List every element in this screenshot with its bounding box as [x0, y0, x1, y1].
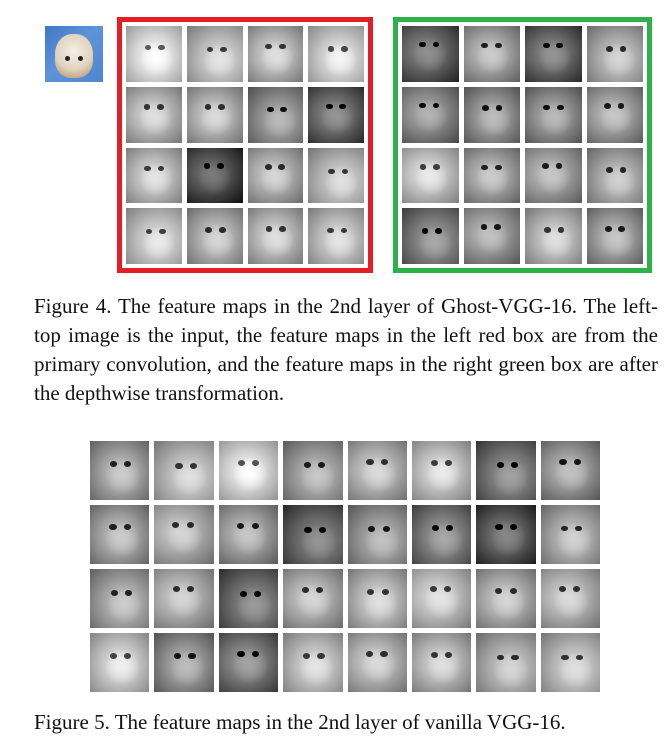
ghost-feature-map: [587, 148, 644, 204]
vanilla-feature-map: [90, 633, 149, 692]
vanilla-feature-map-grid: [90, 441, 600, 692]
ghost-feature-map: [402, 208, 459, 264]
figure-5-caption: Figure 5. The feature maps in the 2nd layer of vanilla VGG-16.: [34, 710, 566, 734]
feature-eye-mark: [495, 524, 502, 530]
primary-feature-map: [308, 87, 364, 143]
vanilla-feature-map: [90, 441, 149, 500]
feature-eye-mark: [495, 43, 502, 49]
primary-feature-map: [248, 87, 304, 143]
feature-eye-mark: [382, 589, 389, 595]
feature-eye-mark: [380, 651, 387, 657]
vanilla-feature-map: [412, 441, 471, 500]
feature-eye-mark: [252, 523, 259, 529]
feature-eye-mark: [561, 655, 568, 661]
feature-eye-mark: [419, 42, 426, 48]
feature-eye-mark: [124, 461, 131, 467]
ghost-feature-map: [587, 87, 644, 143]
feature-eye-mark: [431, 652, 438, 658]
vanilla-feature-map: [412, 633, 471, 692]
feature-eye-mark: [317, 653, 324, 659]
feature-eye-mark: [278, 164, 285, 170]
feature-eye-mark: [435, 228, 442, 234]
feature-eye-mark: [559, 459, 566, 465]
ghost-feature-map: [402, 87, 459, 143]
vanilla-feature-map: [476, 633, 535, 692]
feature-eye-mark: [252, 460, 259, 466]
ghost-feature-map: [402, 148, 459, 204]
vanilla-feature-map: [541, 505, 600, 564]
ghost-feature-map: [525, 26, 582, 82]
vanilla-feature-map: [348, 569, 407, 628]
vanilla-feature-map: [90, 505, 149, 564]
feature-eye-mark: [574, 459, 581, 465]
feature-eye-mark: [111, 590, 118, 596]
feature-eye-mark: [217, 163, 224, 169]
primary-feature-map: [248, 148, 304, 204]
vanilla-feature-map: [348, 505, 407, 564]
feature-eye-mark: [279, 44, 286, 50]
ghost-feature-map-grid: [402, 26, 643, 264]
feature-eye-mark: [494, 224, 501, 230]
feature-eye-mark: [419, 103, 426, 109]
feature-eye-mark: [433, 164, 440, 170]
depthwise-transformation-box: [393, 17, 652, 273]
ghost-feature-map: [464, 148, 521, 204]
feature-eye-mark: [144, 166, 151, 172]
feature-eye-mark: [144, 104, 151, 110]
feature-eye-mark: [124, 653, 131, 659]
vanilla-feature-map: [283, 505, 342, 564]
ghost-feature-map: [587, 208, 644, 264]
primary-feature-map: [187, 26, 243, 82]
feature-eye-mark: [204, 163, 211, 169]
feature-eye-mark: [238, 460, 245, 466]
feature-eye-mark: [110, 461, 117, 467]
vanilla-feature-map: [476, 569, 535, 628]
feature-eye-mark: [431, 460, 438, 466]
feature-eye-mark: [158, 45, 165, 51]
feature-eye-mark: [482, 105, 489, 111]
feature-eye-mark: [446, 525, 453, 531]
feature-eye-mark: [328, 169, 335, 175]
feature-eye-mark: [341, 46, 348, 52]
feature-eye-mark: [157, 104, 164, 110]
vanilla-feature-map: [476, 505, 535, 564]
primary-feature-map: [187, 87, 243, 143]
feature-eye-mark: [620, 46, 627, 52]
vanilla-feature-map: [154, 633, 213, 692]
feature-eye-mark: [110, 653, 117, 659]
primary-feature-map: [308, 26, 364, 82]
feature-eye-mark: [159, 229, 166, 235]
feature-eye-mark: [606, 167, 613, 173]
feature-eye-mark: [265, 164, 272, 170]
primary-feature-map: [126, 87, 182, 143]
feature-eye-mark: [174, 653, 181, 659]
primary-feature-map: [126, 148, 182, 204]
vanilla-feature-map: [283, 633, 342, 692]
feature-eye-mark: [187, 586, 194, 592]
feature-eye-mark: [543, 43, 550, 49]
vanilla-feature-map: [476, 441, 535, 500]
feature-eye-mark: [109, 524, 116, 530]
feature-eye-mark: [420, 164, 427, 170]
feature-eye-mark: [316, 587, 323, 593]
vanilla-feature-map: [154, 505, 213, 564]
vanilla-feature-map: [90, 569, 149, 628]
primary-feature-map: [126, 208, 182, 264]
feature-eye-mark: [606, 46, 613, 52]
vanilla-feature-map: [348, 633, 407, 692]
feature-eye-mark: [367, 589, 374, 595]
figure-4-caption: Figure 4. The feature maps in the 2nd layer of Ghost-VGG-16. The left-top image is the input, the feature maps in the left red box are from the primary convolution, and the feature maps in the right green box are after the depthwise transformation.: [34, 294, 658, 405]
feature-eye-mark: [304, 527, 311, 533]
feature-eye-mark: [266, 226, 273, 232]
feature-eye-mark: [252, 651, 259, 657]
vanilla-feature-map: [541, 441, 600, 500]
ghost-feature-map: [587, 26, 644, 82]
vanilla-feature-map: [283, 441, 342, 500]
feature-eye-mark: [328, 46, 335, 52]
primary-feature-map: [248, 208, 304, 264]
vanilla-feature-map: [219, 569, 278, 628]
feature-eye-mark: [173, 586, 180, 592]
vanilla-feature-map: [541, 569, 600, 628]
puppy-figure: [55, 34, 93, 78]
feature-eye-mark: [496, 105, 503, 111]
ghost-feature-map: [525, 208, 582, 264]
feature-eye-mark: [172, 522, 179, 528]
feature-eye-mark: [124, 524, 131, 530]
ghost-feature-map: [525, 87, 582, 143]
vanilla-feature-map: [283, 569, 342, 628]
primary-feature-map: [308, 148, 364, 204]
feature-eye-mark: [218, 104, 225, 110]
vanilla-feature-map: [541, 633, 600, 692]
feature-eye-mark: [279, 226, 286, 232]
primary-feature-map: [187, 208, 243, 264]
eye-mark: [78, 56, 83, 61]
vanilla-feature-map: [219, 505, 278, 564]
feature-eye-mark: [237, 651, 244, 657]
feature-eye-mark: [618, 226, 625, 232]
primary-convolution-box: [117, 17, 373, 273]
feature-eye-mark: [220, 47, 227, 53]
feature-eye-mark: [219, 227, 226, 233]
feature-eye-mark: [326, 104, 333, 110]
vanilla-feature-map: [412, 505, 471, 564]
feature-eye-mark: [481, 224, 488, 230]
vanilla-feature-map: [219, 441, 278, 500]
feature-eye-mark: [190, 463, 197, 469]
ghost-feature-map: [402, 26, 459, 82]
feature-eye-mark: [620, 167, 627, 173]
ghost-feature-map: [525, 148, 582, 204]
feature-eye-mark: [205, 227, 212, 233]
feature-eye-mark: [304, 462, 311, 468]
feature-eye-mark: [558, 227, 565, 233]
primary-feature-map: [308, 208, 364, 264]
feature-eye-mark: [557, 105, 564, 111]
ghost-feature-map: [464, 87, 521, 143]
feature-eye-mark: [432, 525, 439, 531]
primary-feature-map: [187, 148, 243, 204]
feature-eye-mark: [381, 459, 388, 465]
feature-eye-mark: [604, 103, 611, 109]
feature-eye-mark: [510, 524, 517, 530]
feature-eye-mark: [495, 588, 502, 594]
ghost-feature-map: [464, 208, 521, 264]
feature-eye-mark: [510, 588, 517, 594]
feature-eye-mark: [511, 655, 518, 661]
feature-eye-mark: [302, 587, 309, 593]
feature-eye-mark: [445, 652, 452, 658]
feature-eye-mark: [544, 227, 551, 233]
feature-eye-mark: [445, 460, 452, 466]
feature-eye-mark: [495, 165, 502, 171]
primary-feature-map: [248, 26, 304, 82]
vanilla-feature-map: [154, 569, 213, 628]
feature-eye-mark: [319, 527, 326, 533]
input-image-thumbnail: [45, 26, 103, 82]
feature-eye-mark: [327, 228, 334, 234]
primary-feature-map: [126, 26, 182, 82]
feature-eye-mark: [187, 522, 194, 528]
eye-mark: [65, 56, 70, 61]
primary-feature-map-grid: [126, 26, 364, 264]
ghost-feature-map: [464, 26, 521, 82]
vanilla-feature-map: [348, 441, 407, 500]
feature-eye-mark: [366, 459, 373, 465]
feature-eye-mark: [175, 463, 182, 469]
feature-eye-mark: [188, 653, 195, 659]
vanilla-feature-map: [154, 441, 213, 500]
feature-eye-mark: [605, 226, 612, 232]
vanilla-feature-map: [412, 569, 471, 628]
feature-eye-mark: [542, 163, 549, 169]
vanilla-feature-map: [219, 633, 278, 692]
